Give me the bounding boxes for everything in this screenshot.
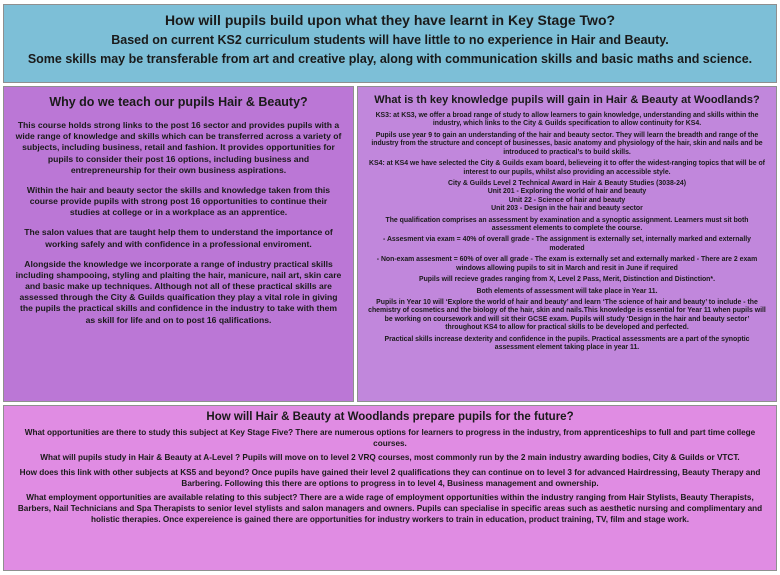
why-teach-heading: Why do we teach our pupils Hair & Beauty? — [49, 95, 308, 109]
grades-paragraph: Pupils will recieve grades ranging from X, Level 2 Pass, Merit, Distinction and Distinction*. — [419, 276, 715, 284]
ks2-line-1: Based on current KS2 curriculum students will have little to no experience in Hair and Beauty. — [111, 33, 669, 47]
unit-list — [366, 180, 768, 214]
unit-item: Unit 201 - Exploring the world of hair and beauty — [487, 188, 647, 196]
why-teach-paragraph: The salon values that are taught help them to understand the importance of working safely and with confidence in a professional enviroment. — [24, 227, 333, 249]
future-paragraph: What employment opportunities are available relating to this subject? There are a wide rage of employment opportunities within the industry ranging from Hair Stylists, Beauty Therapists, Barbers, Nail Technicians and Spa Therapists to senior level stylists and salon managers and owners. Pupils can specialise in specific areas such as aesthetic nursing and complimentary and holistic therapies. Once expereience is gained there are opportunities for industry workers to train in education, product training, TV, film and stage work. — [17, 493, 763, 524]
ks2-panel — [3, 4, 777, 83]
key-knowledge-panel — [357, 86, 777, 402]
ks2-line-2: Some skills may be transferable from art and creative play, along with communication skills and basic maths and science. — [27, 52, 753, 66]
ks2-title: How will pupils build upon what they have learnt in Key Stage Two? — [164, 12, 616, 28]
non-exam-assessment-paragraph: - Non-exam assesment = 60% of over all grade - The exam is externally set and externally marked - There are 2 exam windows allowing pupils to sit in March and resit in June if required — [376, 256, 758, 272]
ks3-paragraph: KS3: at KS3, we offer a broad range of study to allow learners to gain knowledge, understanding and skills within the industry, which links to the City & Guilds specification to allow continuity for KS4. — [375, 112, 759, 128]
year11-paragraph: Both elements of assessment will take place in Year 11. — [476, 287, 658, 295]
exam-assessment-paragraph: - Assesment via exam = 40% of overall grade - The assignment is externally set, internally marked and externally moderated — [383, 236, 751, 252]
why-teach-paragraph: Alongside the knowledge we incorporate a range of industry practical skills including shampooing, styling and plaiting the hair, manicure, nail art, skin care and basic make up techniques. Although not all of these practical skills are assessed through the City & Guilds quaification they play a vital role in giving the pupils the practical skills and confidence in the industry to take with them as skill for life and on to post 16 qalifications. — [15, 258, 342, 325]
qualification-title: City & Guilds Level 2 Technical Award in Hair & Beauty Studies (3038-24) — [447, 179, 687, 187]
ks4-paragraph: KS4: at KS4 we have selected the City & Guilds exam board, believeing it to offer the widest-ranging topics that will be of interest to our pupils, whilst also providing an accessible style. — [369, 160, 765, 176]
year9-paragraph: Pupils use year 9 to gain an understanding of the hair and beauty sector. They will learn the breadth and range of the industry from the structure and concept of businesses, basic anatomy and physiology of the hair, skin and nails and be introduced to practical’s to build skills. — [371, 131, 763, 156]
key-knowledge-heading: What is th key knowledge pupils will gain in Hair & Beauty at Woodlands? — [374, 94, 760, 106]
why-teach-panel — [3, 86, 354, 402]
year10-paragraph: Pupils in Year 10 will ‘Explore the world of hair and beauty’ and learn ‘The science of hair and beauty’ to include - the chemistry of cosmetics and the biology of the hair, skin and nails.This knowledge is essential for Year 11 when pupils will be working on coursework and will sit their GCSE exam. Pupils will study ‘Design in the hair and beauty sector’ throughout KS4 to allow for practical skills to be developed and perfected. — [368, 299, 766, 332]
why-teach-paragraph: This course holds strong links to the post 16 sector and provides pupils with a wide range of knowledge and skills which can be transferred across a variety of subjects, including business, retail and fashion. It provides opportunities for pupils to consider their post 16 options, including business and entrepreneurship for their own business aspirations. — [15, 120, 342, 175]
unit-item: Unit 203 - Design in the hair and beauty sector — [491, 205, 643, 213]
future-paragraph: How does this link with other subjects at KS5 and beyond? Once pupils have gained their level 2 qualifications they can continue on to level 3 for advanced Hairdressing, Beauty Therapy and Barbering. Following this there are options to progress in to level 4, Business management and ownership. — [19, 467, 761, 488]
future-panel — [3, 405, 777, 571]
future-paragraph: What will pupils study in Hair & Beauty at A-Level ? Pupils will move on to level 2 VRQ courses, most commonly run by the 2 main industry awarding bodies, City & Guilds or VTCT. — [40, 453, 740, 463]
practical-skills-paragraph: Practical skills increase dexterity and confidence in the pupils. Practical assessments are a part of the synoptic assessment element taking place in year 11. — [384, 335, 750, 352]
why-teach-paragraph: Within the hair and beauty sector the skills and knowledge taken from this course provide pupils with strong post 16 opportunities to continue their studies at college or in a workplace as an apprentice. — [26, 184, 331, 218]
future-paragraph: What opportunities are there to study this subject at Key Stage Five? There are numerous options for learners to progress in the industry, from apprenticeships to full and part time college courses. — [24, 428, 756, 448]
unit-item: Unit 22 - Science of hair and beauty — [508, 196, 626, 204]
future-heading: How will Hair & Beauty at Woodlands prepare pupils for the future? — [206, 411, 574, 423]
assessment-paragraph: The qualification comprises an assessment by examination and a synoptic assignment. Learners must sit both assessment elements to complete the course. — [385, 216, 749, 233]
